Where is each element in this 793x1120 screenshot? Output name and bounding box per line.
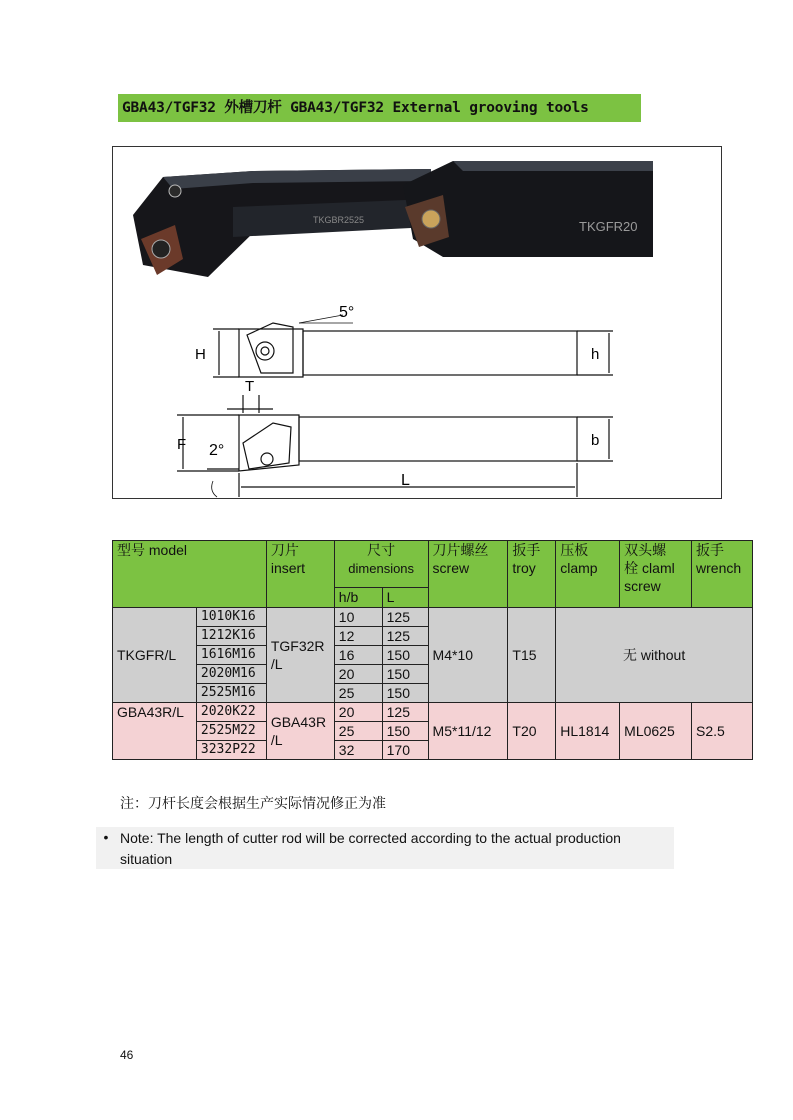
note-english-text: Note: The length of cutter rod will be corrected according to the actual production situation: [120, 830, 621, 867]
length-value: 170: [382, 741, 428, 760]
length-value: 125: [382, 703, 428, 722]
header-clamp: 压板 clamp: [556, 541, 620, 608]
clamp-hl1814: HL1814: [556, 703, 620, 760]
product-figure: [112, 146, 722, 499]
dim-angle-side: 2°: [209, 442, 225, 459]
length-value: 150: [382, 722, 428, 741]
hb-value: 10: [334, 608, 382, 627]
table-row: [113, 608, 753, 627]
series-gba43: GBA43R/L: [113, 703, 197, 760]
tool-photo-left: [133, 169, 431, 277]
page-title: GBA43/TGF32 外槽刀杆 GBA43/TGF32 External grooving tools: [118, 94, 641, 122]
table-header-row: [113, 541, 753, 588]
dim-L: L: [401, 472, 410, 489]
dim-H: H: [195, 346, 206, 363]
hb-value: 25: [334, 722, 382, 741]
photo2-label: TKGFR20: [579, 219, 638, 234]
bullet-icon: •: [103, 829, 109, 845]
table-row: [113, 703, 753, 722]
model-code: 3232P22: [196, 741, 266, 760]
header-dimensions: 尺寸 dimensions: [334, 541, 428, 588]
model-code: 2020M16: [196, 665, 266, 684]
dim-T: T: [245, 378, 255, 395]
model-code: 1010K16: [196, 608, 266, 627]
clamp-screw-ml0625: ML0625: [620, 703, 692, 760]
troy-t15: T15: [508, 608, 556, 703]
dim-F: F: [177, 436, 187, 453]
side-view-drawing: [177, 395, 613, 497]
hb-value: 32: [334, 741, 382, 760]
model-code: 2525M16: [196, 684, 266, 703]
tool-photo-right: [403, 161, 653, 257]
dim-h: h: [591, 346, 600, 363]
header-insert: 刀片 insert: [266, 541, 334, 608]
model-code: 2020K22: [196, 703, 266, 722]
note-chinese: 注：刀杆长度会根据生产实际情况修正为准: [120, 795, 386, 811]
length-value: 150: [382, 665, 428, 684]
header-wrench: 扳手 wrench: [692, 541, 753, 608]
hb-value: 20: [334, 665, 382, 684]
dim-angle-top: 5°: [339, 304, 355, 321]
insert-tgf32: TGF32R /L: [266, 608, 334, 703]
tool-drawing: [113, 147, 721, 498]
hb-value: 12: [334, 627, 382, 646]
page-number: 46: [120, 1048, 134, 1062]
model-code: 2525M22: [196, 722, 266, 741]
series-tkgfr: TKGFR/L: [113, 608, 197, 703]
dim-b: b: [591, 432, 600, 449]
hb-value: 20: [334, 703, 382, 722]
note-english: [96, 827, 674, 869]
length-value: 150: [382, 684, 428, 703]
hb-value: 16: [334, 646, 382, 665]
photo1-label: TKGBR2525: [313, 215, 365, 225]
header-clamp-screw: 双头螺 栓 claml screw: [620, 541, 692, 608]
header-model: 型号 model: [113, 541, 267, 608]
insert-gba43: GBA43R /L: [266, 703, 334, 760]
top-view-drawing: [213, 315, 613, 377]
length-value: 150: [382, 646, 428, 665]
screw-m5: M5*11/12: [428, 703, 508, 760]
screw-m4: M4*10: [428, 608, 508, 703]
without-accessories: 无 without: [556, 608, 753, 703]
header-troy: 扳手 troy: [508, 541, 556, 608]
header-L: L: [382, 588, 428, 608]
hb-value: 25: [334, 684, 382, 703]
model-code: 1616M16: [196, 646, 266, 665]
header-screw: 刀片螺丝 screw: [428, 541, 508, 608]
model-code: 1212K16: [196, 627, 266, 646]
spec-table: [112, 540, 753, 760]
length-value: 125: [382, 627, 428, 646]
header-hb: h/b: [334, 588, 382, 608]
wrench-s25: S2.5: [692, 703, 753, 760]
length-value: 125: [382, 608, 428, 627]
troy-t20: T20: [508, 703, 556, 760]
